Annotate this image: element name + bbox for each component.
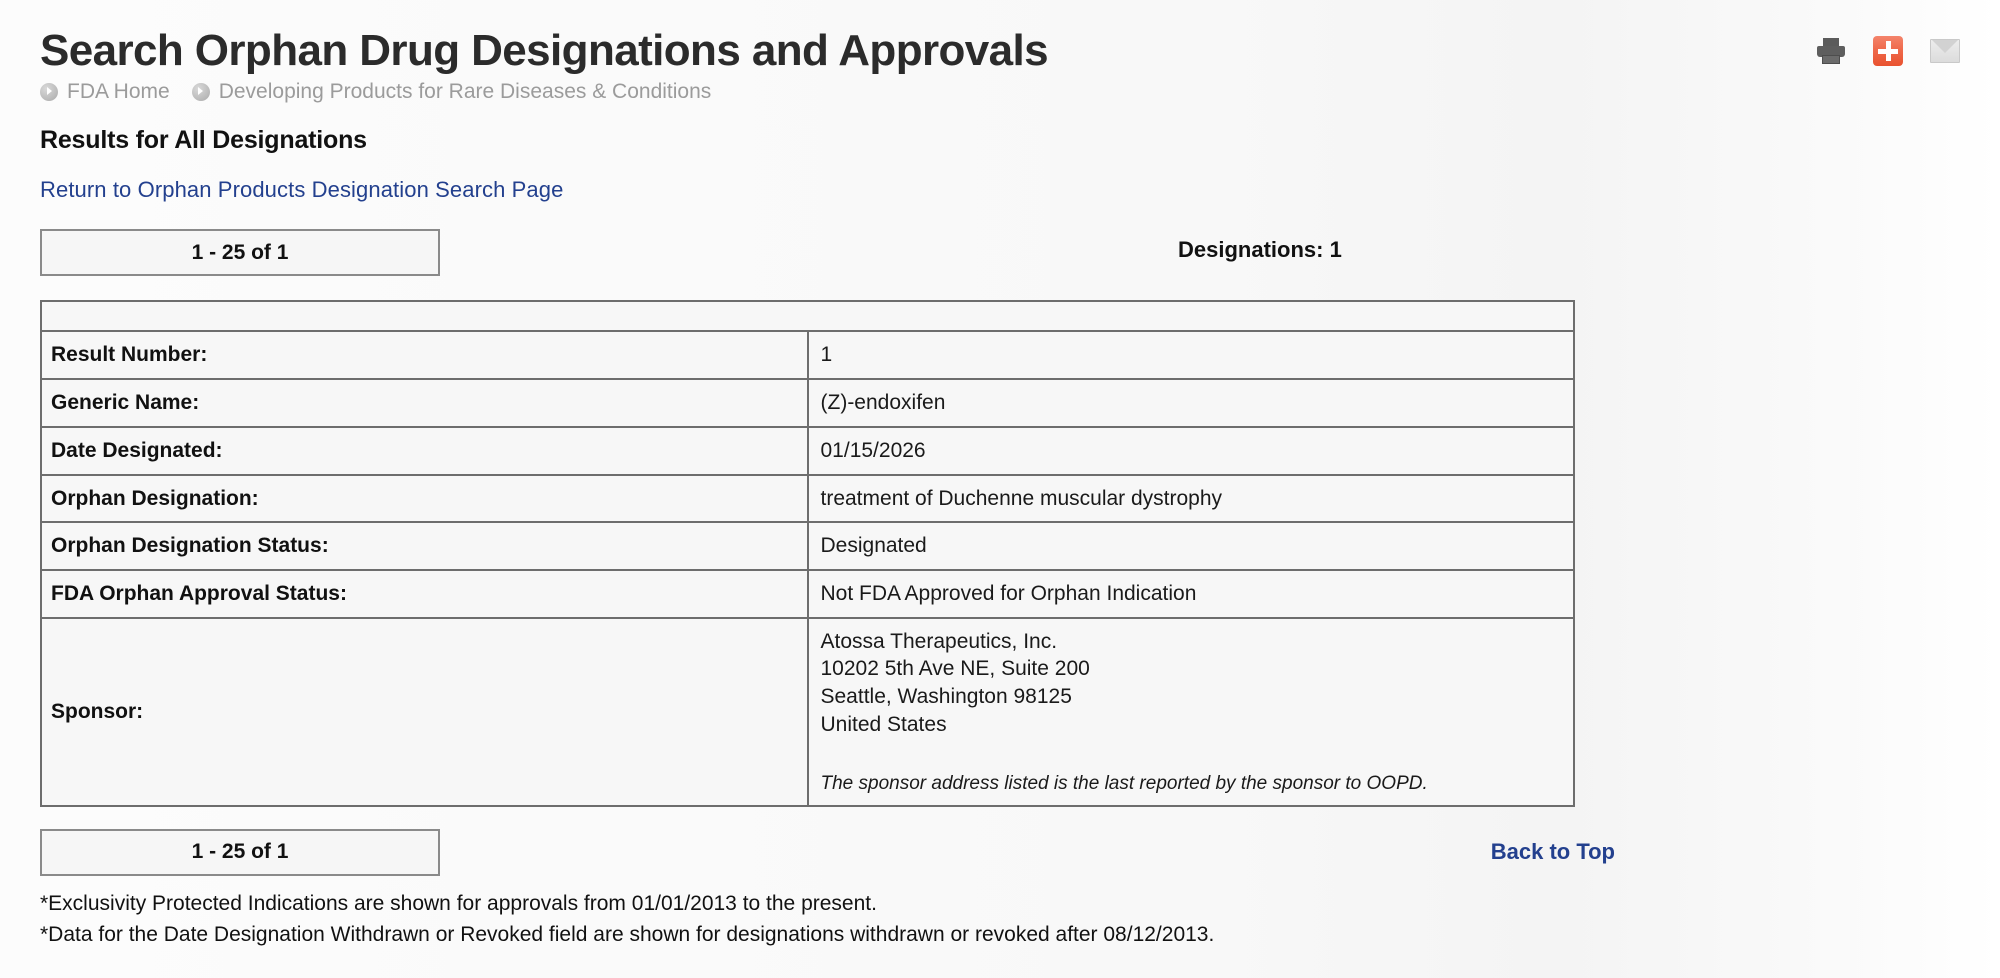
footnote-withdrawn: *Data for the Date Designation Withdrawn or Revoked field are shown for designations withdrawn or revoked after 08/12/2013.: [40, 922, 1215, 946]
footnotes: [40, 888, 1960, 950]
share-plus-icon[interactable]: [1873, 36, 1903, 66]
sponsor-row: [41, 618, 1574, 806]
table-header-cell: [41, 301, 1574, 331]
breadcrumb: [40, 79, 1960, 104]
pager-bottom-row: [40, 829, 1960, 876]
designations-count: Designations: 1: [1178, 237, 1342, 263]
table-row: [41, 475, 1574, 523]
row-value: Not FDA Approved for Orphan Indication: [808, 570, 1575, 618]
row-value: 1: [808, 331, 1575, 379]
footnote-exclusivity: *Exclusivity Protected Indications are shown for approvals from 01/01/2013 to the present.: [40, 891, 877, 915]
pager-top-row: [40, 229, 1960, 276]
row-label: Orphan Designation Status:: [41, 522, 808, 570]
back-to-top-link[interactable]: Back to Top: [1490, 838, 1615, 864]
row-value: 01/15/2026: [808, 427, 1575, 475]
pager-bottom[interactable]: 1 - 25 of 1: [40, 829, 440, 876]
sponsor-value: [808, 618, 1575, 806]
breadcrumb-item-fda-home[interactable]: FDA Home: [67, 80, 170, 104]
sponsor-note: The sponsor address listed is the last reported by the sponsor to OOPD.: [820, 772, 1428, 794]
sponsor-address-line: Atossa Therapeutics, Inc.: [820, 629, 1058, 653]
chevron-circle-icon: [192, 83, 210, 101]
row-value: treatment of Duchenne muscular dystrophy: [808, 475, 1575, 523]
breadcrumb-item-developing-products[interactable]: Developing Products for Rare Diseases & Conditions: [218, 80, 712, 104]
chevron-circle-icon: [40, 83, 58, 101]
results-table-body: [41, 301, 1574, 805]
results-heading: Results for All Designations: [40, 126, 367, 155]
row-label: Orphan Designation:: [41, 475, 808, 523]
page-tools: [1816, 36, 1960, 66]
row-label: FDA Orphan Approval Status:: [41, 570, 808, 618]
page-title: Search Orphan Drug Designations and Approvals: [40, 26, 1049, 75]
table-row: [41, 331, 1574, 379]
sponsor-address-line: Seattle, Washington 98125: [820, 685, 1072, 709]
sponsor-address: [821, 628, 1564, 739]
sponsor-label: Sponsor:: [41, 618, 808, 806]
table-header-row: [41, 301, 1574, 331]
row-value: Designated: [808, 522, 1575, 570]
table-row: [41, 427, 1574, 475]
page-content: [40, 0, 1960, 950]
row-label: Generic Name:: [41, 379, 808, 427]
row-value: (Z)-endoxifen: [808, 379, 1575, 427]
row-label: Date Designated:: [41, 427, 808, 475]
sponsor-address-line: United States: [820, 712, 947, 736]
results-table: [40, 300, 1575, 806]
sponsor-address-line: 10202 5th Ave NE, Suite 200: [820, 657, 1090, 681]
pager-top[interactable]: 1 - 25 of 1: [40, 229, 440, 276]
page-header: [40, 0, 1960, 104]
table-row: [41, 379, 1574, 427]
email-icon[interactable]: [1930, 36, 1960, 66]
table-row: [41, 570, 1574, 618]
row-label: Result Number:: [41, 331, 808, 379]
return-to-search-link[interactable]: Return to Orphan Products Designation Search Page: [40, 177, 564, 203]
table-row: [41, 522, 1574, 570]
print-icon[interactable]: [1816, 36, 1846, 66]
